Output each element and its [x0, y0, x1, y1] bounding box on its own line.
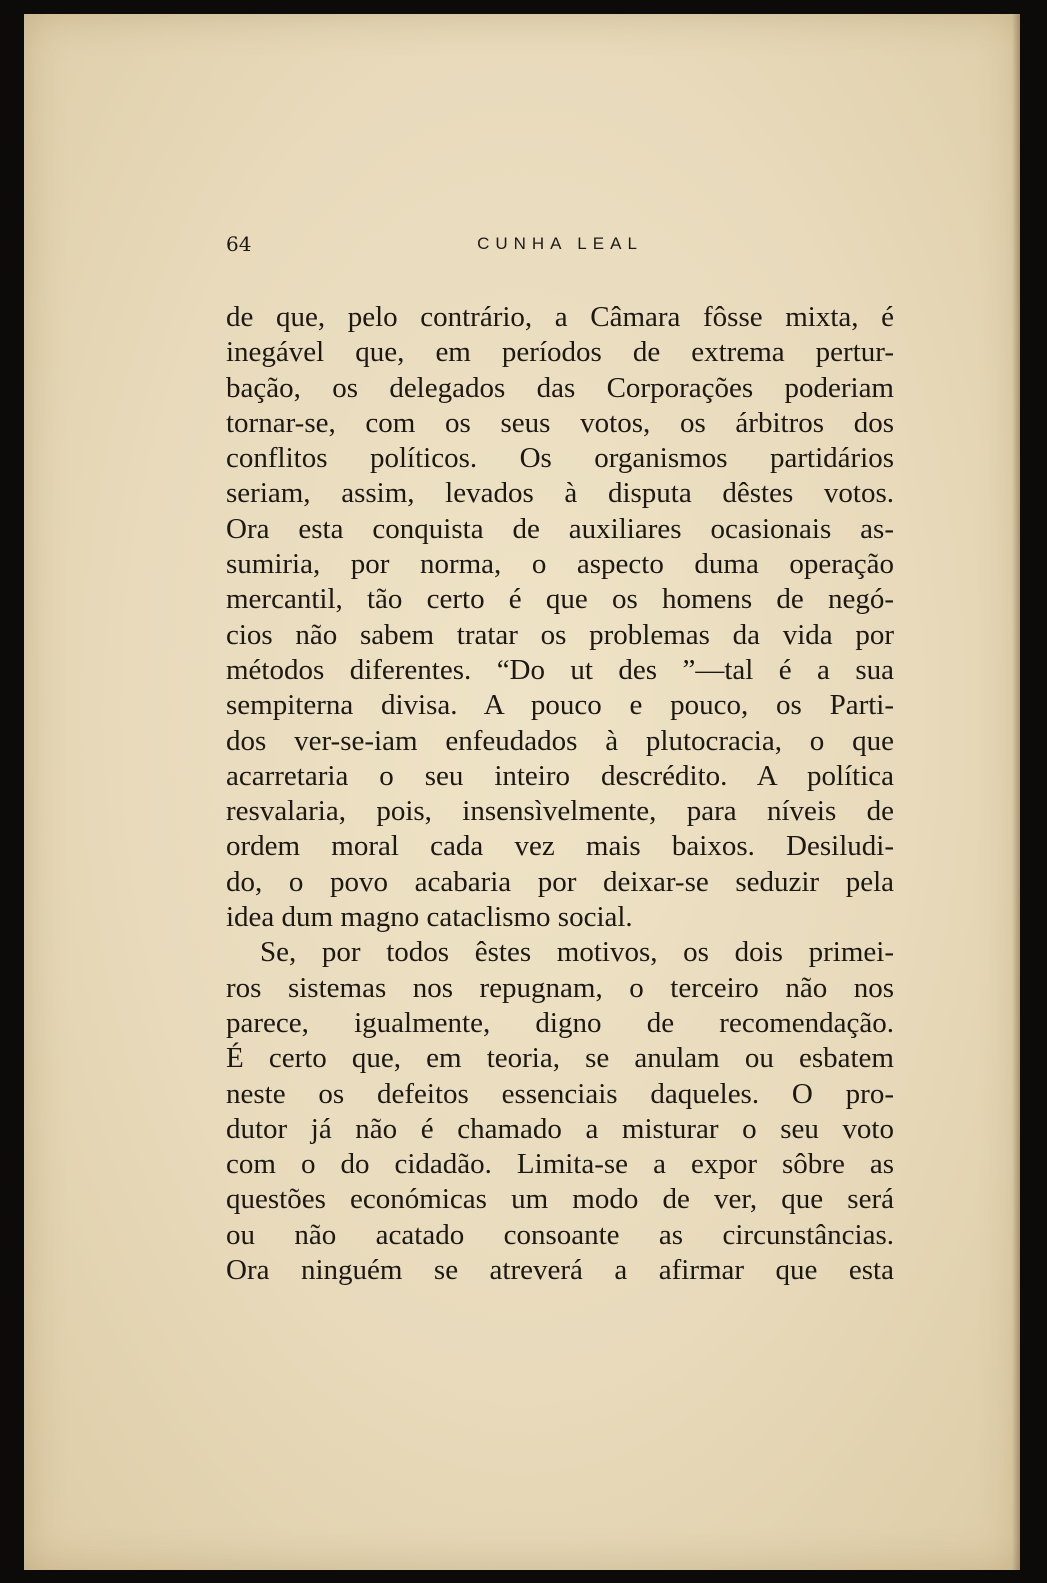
text-line: sumiria, por norma, o aspecto duma operação [226, 548, 894, 581]
paragraph-2 [226, 935, 894, 1288]
text-line: sempiterna divisa. A pouco e pouco, os Parti- [226, 689, 894, 722]
text-line: ou não acatado consoante as circunstâncias. [226, 1218, 894, 1251]
text-line: do, o povo acabaria por deixar-se seduzir pela [226, 865, 894, 898]
text-line: mercantil, tão certo é que os homens de negó- [226, 583, 894, 616]
text-line: resvalaria, pois, insensìvelmente, para níveis de [226, 795, 894, 828]
text-line: dutor já não é chamado a misturar o seu voto [226, 1112, 894, 1145]
text-line: idea dum magno cataclismo social. [226, 901, 633, 934]
running-head: CUNHA LEAL [477, 234, 643, 253]
page-number: 64 [226, 232, 252, 256]
text-line: Se, por todos êstes motivos, os dois primei- [260, 936, 894, 969]
text-line: neste os defeitos essenciais daqueles. O pro- [226, 1077, 894, 1110]
text-line: questões económicas um modo de ver, que será [226, 1183, 894, 1216]
text-line: tornar-se, com os seus votos, os árbitros dos [226, 406, 894, 439]
text-line: bação, os delegados das Corporações poderiam [226, 371, 894, 404]
text-line: cios não sabem tratar os problemas da vida por [226, 618, 894, 651]
text-line: métodos diferentes. “Do ut des ”—tal é a sua [226, 653, 894, 686]
text-line: de que, pelo contrário, a Câmara fôsse mixta, é [226, 301, 894, 333]
text-line: acarretaria o seu inteiro descrédito. A política [226, 759, 894, 792]
paragraph-1 [226, 300, 894, 935]
text-line: dos ver-se-iam enfeudados à plutocracia, o que [226, 724, 894, 757]
body-text [226, 300, 894, 1288]
page-header [226, 232, 894, 262]
text-line: Ora esta conquista de auxiliares ocasionais as- [226, 512, 894, 545]
text-line: conflitos políticos. Os organismos partidários [226, 442, 894, 475]
text-line: inegável que, em períodos de extrema pertur- [226, 336, 894, 369]
text-line: com o do cidadão. Limita-se a expor sôbre as [226, 1148, 894, 1181]
text-line: seriam, assim, levados à disputa dêstes votos. [226, 477, 894, 510]
text-line: Ora ninguém se atreverá a afirmar que esta [226, 1254, 894, 1287]
text-line: É certo que, em teoria, se anulam ou esbatem [226, 1042, 894, 1075]
text-line: ros sistemas nos repugnam, o terceiro não nos [226, 971, 894, 1004]
page-edge-shadow [1012, 14, 1020, 1570]
text-line: ordem moral cada vez mais baixos. Desiludi- [226, 830, 894, 863]
text-line: parece, igualmente, digno de recomendação. [226, 1006, 894, 1039]
